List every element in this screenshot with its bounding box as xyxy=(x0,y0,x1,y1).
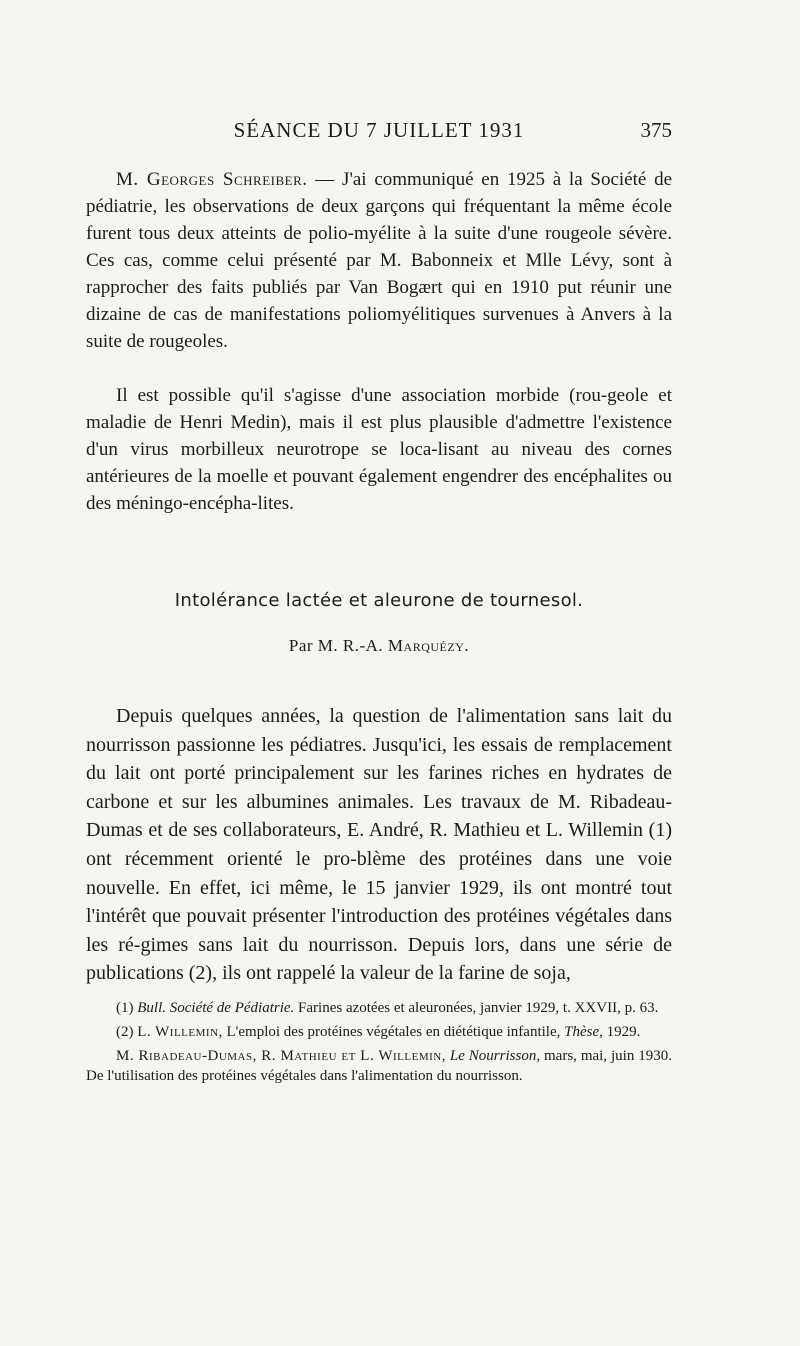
footnote-1 xyxy=(86,998,672,1018)
page-number: 375 xyxy=(640,118,672,142)
footnote-1-source: Bull. Société de Pédiatrie. xyxy=(137,1000,295,1016)
byline xyxy=(86,636,672,656)
footnote-2-source: Thèse, xyxy=(564,1024,603,1040)
footnote-2-year: 1929. xyxy=(602,1024,641,1040)
footnote-3-source: Le Nourrisson, xyxy=(445,1048,541,1064)
running-title: SÉANCE DU 7 JUILLET 1931 xyxy=(233,118,525,142)
footnote-2 xyxy=(86,1022,672,1042)
speaker-name: M. Georges Schreiber. xyxy=(116,169,308,190)
footnote-3-text: mars, mai, juin 1930. De l'utilisation des protéines végétales dans l'alimentation du nourrisson. xyxy=(86,1048,672,1084)
footnote-3-authors: M. Ribadeau-Dumas, R. Mathieu et L. Willemin, xyxy=(116,1048,446,1064)
paragraph-schreiber-text: — J'ai communiqué en 1925 à la Société de pédiatrie, les observations de deux garçons qui fréquentant la même école furent tous deux atteints de polio-myélite à la suite d'une rougeole sévère. Ces cas, comme celui présenté par M. Babonneix et Mlle Lévy, sont à rapprocher des faits publiés par Van Bogært qui en 1910 put réunir une dizaine de cas de manifestations poliomyélitiques survenues à Anvers à la suite de rougeoles. xyxy=(86,169,673,352)
paragraph-schreiber xyxy=(86,166,672,355)
footnote-1-marker: (1) xyxy=(116,1000,138,1016)
running-header xyxy=(86,118,672,152)
footnote-2-text: L'emploi des protéines végétales en diététique infantile, xyxy=(222,1024,565,1040)
footnote-2-marker: (2) xyxy=(116,1024,138,1040)
footnotes xyxy=(86,998,672,1090)
footnote-3 xyxy=(86,1046,672,1086)
paragraph-association: Il est possible qu'il s'agisse d'une association morbide (rou-geole et maladie de Henri Medin), mais il est plus plausible d'admettre l'existence d'un virus morbilleux neurotrope se loca-lisant au niveau des cornes antérieures de la moelle et pouvant également engendrer des encéphalites ou des méningo-encépha-lites. xyxy=(86,385,672,514)
byline-prefix: Par M. xyxy=(288,636,343,655)
article-title: Intolérance lactée et aleurone de tournesol. xyxy=(174,590,584,611)
byline-author: R.-A. Marquézy. xyxy=(342,636,470,655)
footnote-2-author: L. Willemin, xyxy=(137,1024,223,1040)
paragraph-intro: Depuis quelques années, la question de l'alimentation sans lait du nourrisson passionne les pédiatres. Jusqu'ici, les essais de remplacement du lait ont porté principalement sur les farines riches en hydrates de carbone et sur les albumines animales. Les travaux de M. Ribadeau-Dumas et de ses collaborateurs, E. André, R. Mathieu et L. Willemin (1) ont récemment orienté le pro-blème des protéines dans une voie nouvelle. En effet, ici même, le 15 janvier 1929, ils ont montré tout l'intérêt que pouvait présenter l'introduction des protéines végétales dans les ré-gimes sans lait du nourrisson. Depuis lors, dans une série de publications (2), ils ont rappelé la valeur de la farine de soja, xyxy=(86,705,672,985)
footnote-1-text: Farines azotées et aleuronées, janvier 1929, t. XXVII, p. 63. xyxy=(294,1000,659,1016)
